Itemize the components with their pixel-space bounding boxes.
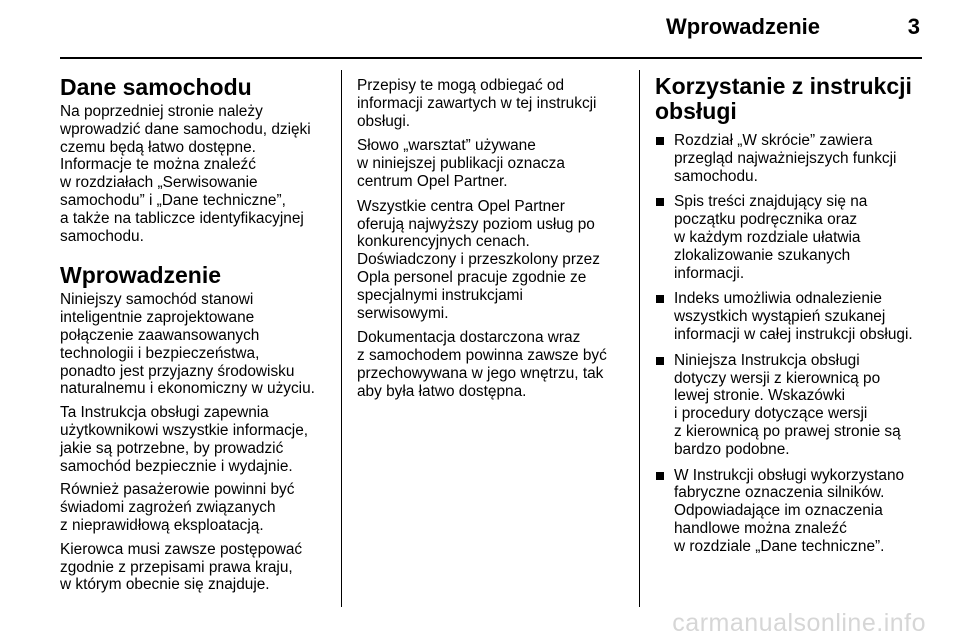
running-header-title: Wprowadzenie [665,14,820,39]
paragraph: Również pasażerowie powinni być świadomi zagrożeń związanych z nieprawidłową eksploatacją. [60,481,295,534]
section-heading-dane-samochodu: Dane samochodu [60,74,252,100]
section-heading-korzystanie: Korzystanie z instrukcji obsługi [655,73,912,124]
bullet-list [655,132,930,556]
section-heading-wprowadzenie: Wprowadzenie [60,262,222,289]
list-item-text: Niniejsza Instrukcja obsługi dotyczy wersji z kierownicą po lewej stronie. Wskazówki i procedury dotyczące wersji z kierownicą po prawej stronie są bardzo podobne. [674,351,901,458]
paragraph: Słowo „warsztat” używane w niniejszej publikacji oznacza centrum Opel Partner. [357,137,565,190]
list-item-text: Spis treści znajdujący się na początku podręcznika oraz w każdym rozdziale ułatwia zlokalizowanie szukanych informacji. [674,193,868,282]
watermark: carmanualsonline.info [672,609,926,637]
list-item [655,290,930,343]
paragraph: Na poprzedniej stronie należy wprowadzić dane samochodu, dzięki czemu będą łatwo dostępne. Informacje te można znaleźć w rozdziałach „Serwisowanie samochodu” i „Dane techniczne”, a także na tabliczce identyfikacyjnej samochodu. [60,103,311,245]
list-item [655,467,930,556]
list-item-text: Indeks umożliwia odnalezienie wszystkich wystąpień szukanej informacji w całej instrukcji obsługi. [674,290,913,343]
column-left [60,74,330,600]
list-item [655,132,930,185]
square-bullet-icon [656,472,664,480]
square-bullet-icon [656,357,664,365]
column-middle [357,77,629,408]
square-bullet-icon [656,137,664,145]
column-divider-right [639,70,640,607]
list-item-text: Rozdział „W skrócie” zawiera przegląd najważniejszych funkcji samochodu. [674,132,897,185]
column-divider-left [341,70,342,607]
list-item [655,193,930,282]
paragraph: Kierowca musi zawsze postępować zgodnie z przepisami prawa kraju, w którym obecnie się znajduje. [60,540,303,594]
list-item [655,352,930,459]
paragraph: Niniejszy samochód stanowi inteligentnie zaprojektowane połączenie zaawansowanych technologii i bezpieczeństwa, ponadto jest przyjazny środowisku naturalnemu i ekonomiczny w użyciu. [60,291,315,398]
page-number: 3 [907,14,920,39]
square-bullet-icon [656,198,664,206]
header-divider [60,57,922,59]
paragraph: Przepisy te mogą odbiegać od informacji zawartych w tej instrukcji obsługi. [357,77,597,130]
paragraph: Dokumentacja dostarczona wraz z samochodem powinna zawsze być przechowywana w jego wnętrzu, tak aby była łatwo dostępna. [357,329,607,400]
paragraph: Ta Instrukcja obsługi zapewnia użytkownikowi wszystkie informacje, jakie są potrzebne, by prowadzić samochód bezpiecznie i wydajnie. [60,404,309,475]
paragraph: Wszystkie centra Opel Partner oferują najwyższy poziom usług po konkurencyjnych cenach. Doświadczony i przeszkolony przez Opla personel pracuje zgodnie ze specjalnymi instrukcjami serwisowymi. [357,197,600,322]
column-right [655,74,930,564]
list-item-text: W Instrukcji obsługi wykorzystano fabryczne oznaczenia silników. Odpowiadające im oznaczenia handlowe można znaleźć w rozdziale „Dane techniczne”. [674,466,905,555]
square-bullet-icon [656,295,664,303]
